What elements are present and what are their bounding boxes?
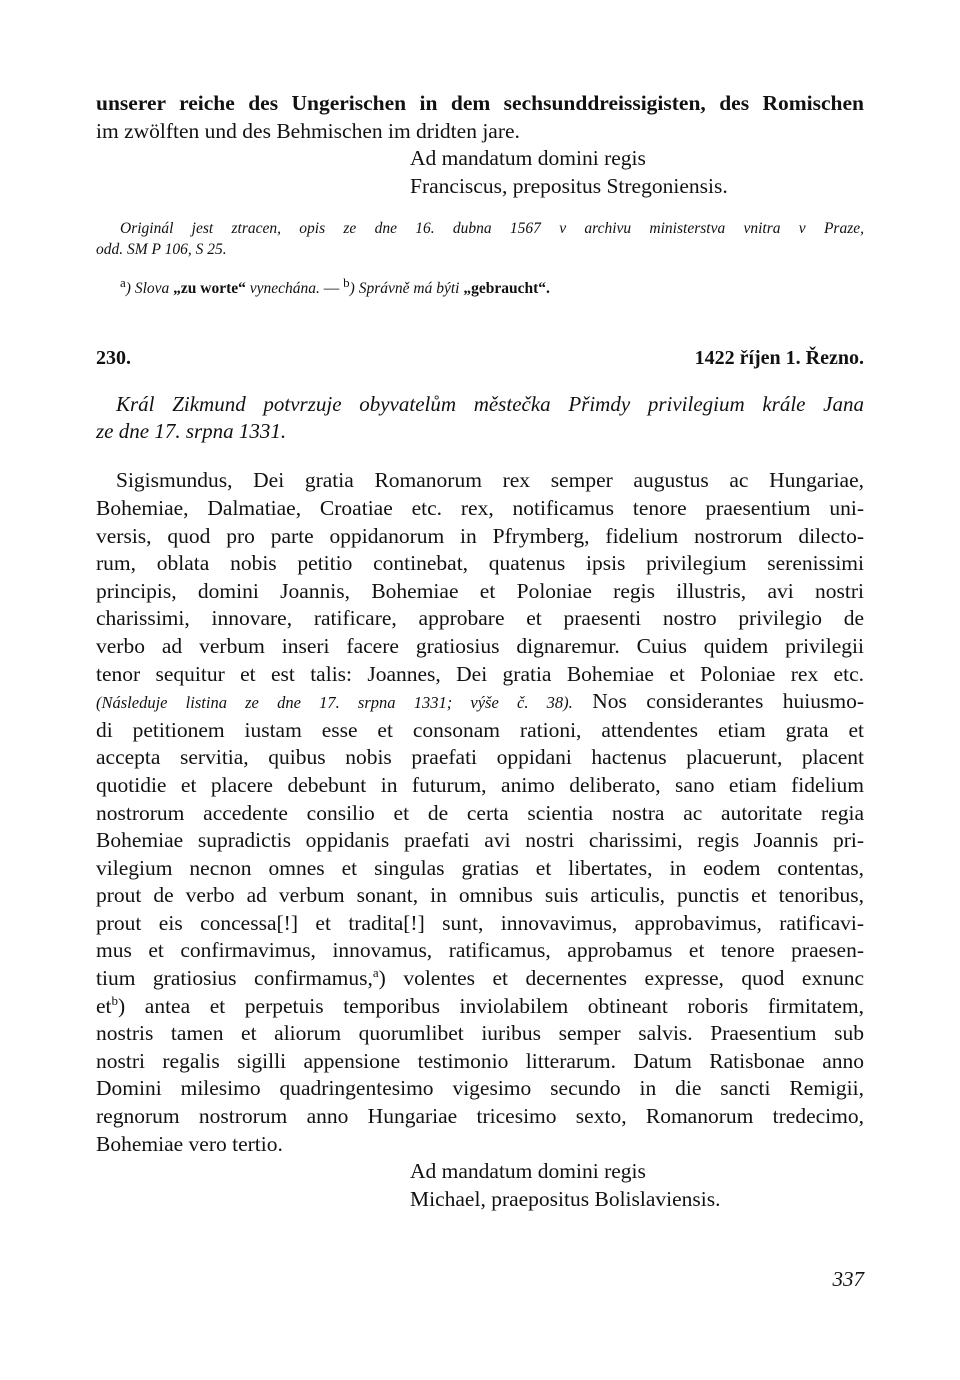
body-line: mus et confirmavimus, innovamus, ratificamus, approbamus et tenore praesen-: [96, 938, 864, 963]
body-line: accepta servitia, quibus nobis praefati oppidani hactenus placuerunt, placent: [96, 745, 864, 770]
body-line: prout de verbo ad verbum sonant, in omnibus suis articulis, punctis et tenoribus,: [96, 883, 864, 908]
charter-text: [96, 467, 864, 1213]
body-line: Sigismundus, Dei gratia Romanorum rex semper augustus ac Hungariae,: [116, 468, 864, 493]
body-line-text: tium gratiosius confirmamus,: [96, 966, 373, 991]
entry-heading: [96, 345, 864, 371]
source-note-line: Originál jest ztracen, opis ze dne 16. dubna 1567 v archivu ministerstva vnitra v Praze,: [120, 220, 864, 238]
mandate-line: Ad mandatum domini regis: [410, 146, 646, 171]
body-line: Bohemiae, Dalmatiae, Croatiae etc. rex, notificamus tenore praesentium uni-: [96, 495, 864, 520]
signature-line: Michael, praepositus Bolislaviensis.: [410, 1186, 721, 1211]
text-line: unserer reiche des Ungerischen in dem sechsunddreissigisten, des Romischen: [96, 91, 864, 115]
footnote-separator: —: [319, 280, 344, 298]
body-line: verbo ad verbum inseri facere gratiosius dignaremur. Cuius quidem privilegii: [96, 633, 864, 658]
mandate-line: Ad mandatum domini regis: [410, 1159, 646, 1184]
previous-document-ending: [96, 90, 864, 200]
footnote-b-quote: „gebraucht“.: [463, 280, 550, 298]
body-line-text: ) volentes et decernentes expresse, quod exnunc: [378, 966, 864, 991]
body-line: regnorum nostrorum anno Hungariae tricesimo sexto, Romanorum tredecimo,: [96, 1104, 864, 1129]
body-line-text: Nos considerantes huiusmo-: [572, 689, 864, 714]
source-note-line: odd. SM P 106, S 25.: [96, 241, 227, 259]
body-line: nostri regalis sigilli appensione testimonio litterarum. Datum Ratisbonae anno: [96, 1048, 864, 1073]
footnote-b-text: ) Správně má býti: [349, 280, 464, 298]
editorial-note: (Následuje listina ze dne 17. srpna 1331; výše č. 38).: [96, 693, 573, 713]
body-line: nostrorum accedente consilio et de certa scientia nostra ac autoritate regia: [96, 800, 864, 825]
entry-date-place: 1422 říjen 1. Řezno.: [694, 347, 864, 370]
body-line-text: ) antea et perpetuis temporibus inviolabilem obtineant roboris firmitatem,: [118, 993, 864, 1018]
body-line-text: et: [96, 993, 112, 1018]
body-line: charissimi, innovare, ratificare, approbare et praesenti nostro privilegio de: [96, 606, 864, 631]
body-line: Bohemiae supradictis oppidanis praefati avi nostri charissimi, regis Joannis pri-: [96, 828, 864, 853]
footnote-a-quote: „zu worte“: [173, 280, 246, 298]
body-line: Bohemiae vero tertio.: [96, 1131, 283, 1156]
footnote-a-text-end: vynechána.: [245, 280, 320, 298]
footnote-a-text: ) Slova: [125, 280, 174, 298]
body-line: [96, 688, 864, 717]
footnote-ref-a: a: [372, 964, 379, 980]
signature-line: Franciscus, prepositus Stregoniensis.: [410, 173, 728, 198]
summary-line: Král Zikmund potvrzuje obyvatelům městečka Přimdy privilegium krále Jana: [116, 392, 864, 417]
entry-number: 230.: [96, 347, 131, 370]
footnote-mark-b: b: [343, 275, 350, 291]
body-line: Domini milesimo quadringentesimo vigesimo secundo in die sancti Remigii,: [96, 1076, 864, 1101]
footnotes: [96, 275, 864, 299]
body-line: [96, 993, 864, 1021]
body-line: vilegium necnon omnes et singulas gratias et libertates, in eodem contentas,: [96, 855, 864, 880]
footnote-mark-a: a: [120, 275, 126, 291]
body-line: rum, oblata nobis petitio continebat, quatenus ipsis privilegium serenissimi: [96, 551, 864, 576]
body-line: [96, 965, 864, 993]
body-line: versis, quod pro parte oppidanorum in Pfrymberg, fidelium nostrorum dilecto-: [96, 523, 864, 548]
source-note: [96, 218, 864, 260]
body-line: principis, domini Joannis, Bohemiae et Poloniae regis illustris, avi nostri: [96, 578, 864, 603]
body-line: quotidie et placere debebunt in futurum, animo deliberato, sano etiam fidelium: [96, 772, 864, 797]
body-line: tenor sequitur et est talis: Joannes, Dei gratia Bohemiae et Poloniae rex etc.: [96, 661, 864, 686]
summary-line: ze dne 17. srpna 1331.: [96, 419, 287, 444]
text-line: im zwölften und des Behmischen im dridten jare.: [96, 118, 520, 143]
document-page: [96, 90, 864, 1213]
body-line: di petitionem iustam esse et consonam rationi, attendentes etiam grata et: [96, 717, 864, 742]
entry-summary: [96, 391, 864, 445]
body-line: prout eis concessa[!] et tradita[!] sunt, innovavimus, approbavimus, ratificavi-: [96, 910, 864, 935]
footnote-ref-b: b: [111, 992, 119, 1008]
page-number: 337: [832, 1267, 864, 1291]
body-line: nostris tamen et aliorum quorumlibet iuribus semper salvis. Praesentium sub: [96, 1021, 864, 1046]
